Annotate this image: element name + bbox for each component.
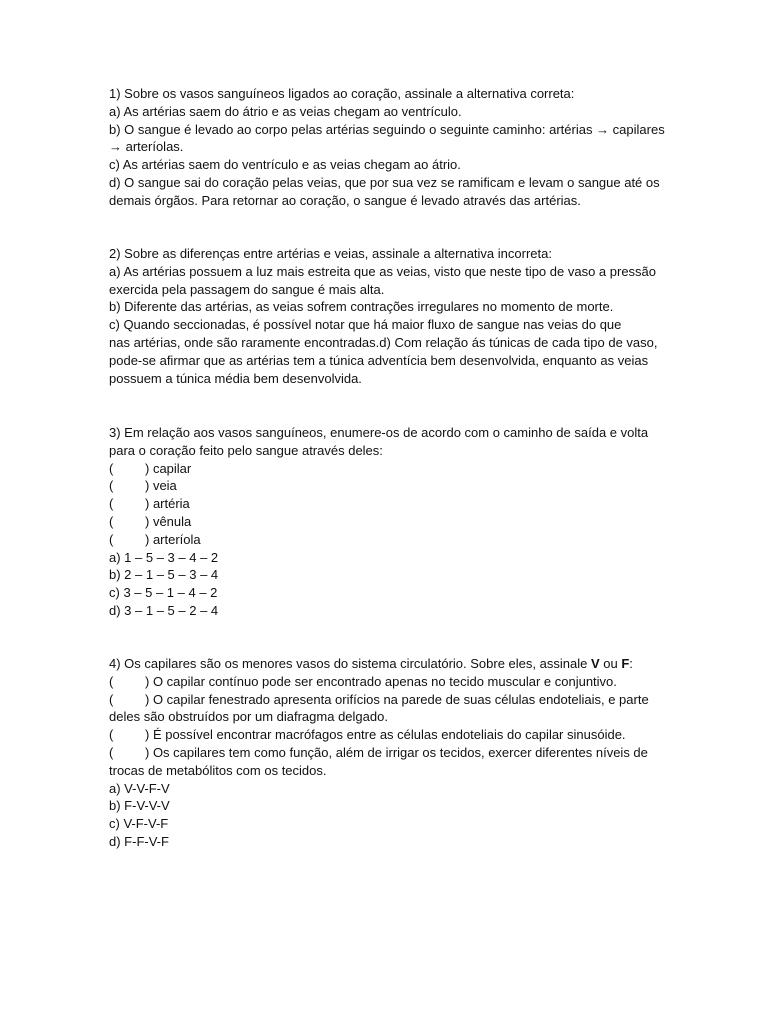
question-1-line: demais órgãos. Para retornar ao coração, o sangue é levado através das artérias. [109, 192, 581, 208]
question-3-option: b) 2 – 1 – 5 – 3 – 4 [109, 567, 219, 583]
item-label: ) arteríola [145, 531, 201, 547]
question-2-line: possuem a túnica média bem desenvolvida. [109, 370, 362, 386]
question-3-item [109, 460, 679, 478]
question-2-line: pode-se afirmar que as artérias tem a túnica adventícia bem desenvolvida, enquanto as veias [109, 352, 649, 368]
question-2-line: a) As artérias possuem a luz mais estreita que as veias, visto que neste tipo de vaso a pressão [109, 263, 657, 279]
question-4-statement [109, 691, 679, 709]
question-4-prompt [109, 655, 679, 673]
question-2 [109, 245, 679, 387]
question-4-option: d) F-F-V-F [109, 833, 169, 849]
question-1-line: → arteríolas. [109, 139, 184, 155]
blank-paren: ( [109, 460, 114, 476]
item-label: ) vênula [145, 513, 192, 529]
question-4-statement [109, 673, 679, 691]
blank-paren: ( [109, 513, 114, 529]
blank-paren: ( [109, 496, 114, 512]
prompt-colon: : [629, 656, 633, 671]
blank-paren: ( [109, 691, 114, 707]
question-1 [109, 85, 679, 210]
question-1-line: a) As artérias saem do átrio e as veias chegam ao ventrículo. [109, 103, 462, 119]
question-2-line: exercida pela passagem do sangue é mais alta. [109, 281, 385, 297]
question-3-prompt: 3) Em relação aos vasos sanguíneos, enumere-os de acordo com o caminho de saída e volta [109, 425, 649, 440]
question-3-option: d) 3 – 1 – 5 – 2 – 4 [109, 602, 219, 618]
question-3-prompt: para o coração feito pelo sangue através deles: [109, 442, 383, 458]
question-3-option: a) 1 – 5 – 3 – 4 – 2 [109, 549, 219, 565]
question-4-statement [109, 726, 679, 744]
blank-paren: ( [109, 673, 114, 689]
blank-paren: ( [109, 744, 114, 760]
question-4-statement-cont: deles são obstruídos por um diafragma delgado. [109, 709, 388, 725]
question-3-item [109, 513, 679, 531]
item-label: ) veia [145, 478, 177, 494]
question-1-prompt: 1) Sobre os vasos sanguíneos ligados ao coração, assinale a alternativa correta: [109, 86, 575, 101]
question-4-statement [109, 744, 679, 762]
item-label: ) capilar [145, 460, 192, 476]
question-3-item [109, 477, 679, 495]
question-1-line: c) As artérias saem do ventrículo e as veias chegam ao átrio. [109, 157, 461, 173]
question-4 [109, 655, 679, 851]
true-letter: V [590, 656, 600, 671]
question-3 [109, 424, 679, 620]
question-3-item [109, 495, 679, 513]
question-2-line: nas artérias, onde são raramente encontradas.d) Com relação ás túnicas de cada tipo de vaso, [109, 334, 658, 350]
question-4-option: c) V-F-V-F [109, 816, 169, 832]
statement-text: ) É possível encontrar macrófagos entre as células endoteliais do capilar sinusóide. [145, 727, 626, 743]
question-4-option: a) V-V-F-V [109, 780, 170, 796]
question-2-prompt: 2) Sobre as diferenças entre artérias e veias, assinale a alternativa incorreta: [109, 246, 552, 261]
blank-paren: ( [109, 478, 114, 494]
blank-paren: ( [109, 727, 114, 743]
question-1-line: d) O sangue sai do coração pelas veias, que por sua vez se ramificam e levam o sangue até os [109, 174, 660, 190]
statement-text: ) Os capilares tem como função, além de irrigar os tecidos, exercer diferentes níveis de [145, 744, 648, 760]
question-4-statement-cont: trocas de metabólitos com os tecidos. [109, 762, 327, 778]
false-letter: F [621, 656, 630, 671]
question-1-line: b) O sangue é levado ao corpo pelas artérias seguindo o seguinte caminho: artérias → capilares [109, 121, 665, 137]
item-label: ) artéria [145, 496, 190, 512]
or-word: ou [599, 656, 622, 671]
prompt-text: 4) Os capilares são os menores vasos do sistema circulatório. Sobre eles, assinale [109, 656, 591, 671]
question-2-line: b) Diferente das artérias, as veias sofrem contrações irregulares no momento de morte. [109, 299, 614, 315]
question-4-option: b) F-V-V-V [109, 798, 170, 814]
question-3-option: c) 3 – 5 – 1 – 4 – 2 [109, 585, 218, 601]
statement-text: ) O capilar contínuo pode ser encontrado apenas no tecido muscular e conjuntivo. [145, 673, 617, 689]
blank-paren: ( [109, 531, 114, 547]
question-2-line: c) Quando seccionadas, é possível notar que há maior fluxo de sangue nas veias do que [109, 317, 622, 333]
question-3-item [109, 531, 679, 549]
statement-text: ) O capilar fenestrado apresenta orifícios na parede de suas células endoteliais, e parte [145, 691, 649, 707]
